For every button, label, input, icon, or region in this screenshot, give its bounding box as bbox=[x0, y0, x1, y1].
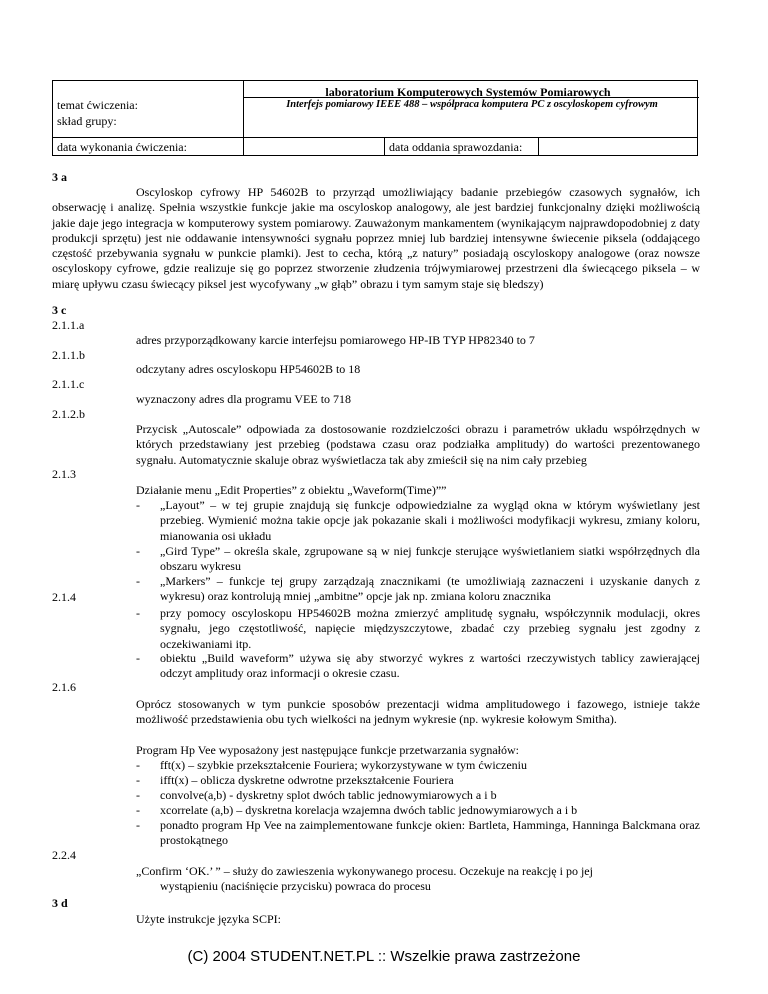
bullet-text: „Markers” – funkcje tej grupy zarządzają znacznikami (te umożliwiają zaznaczeni i uzyskanie danych z wykresu) oraz kontrolują mniej „ambitne” opcje jak np. zmiana koloru znacznika bbox=[160, 574, 700, 604]
item-num: 2.1.1.a bbox=[52, 318, 85, 332]
header-table bbox=[52, 80, 698, 156]
bullet-text: „Gird Type” – określa skale, zgrupowane są w niej funkcje sterujące wyświetlaniem siatki współrzędnych dla obszaru wykresu bbox=[160, 544, 700, 574]
item-num: 2.1.4 bbox=[52, 590, 76, 604]
item-num: 2.1.3 bbox=[52, 467, 76, 481]
bullet-dash: - bbox=[136, 803, 140, 817]
paragraph-3a: Oscyloskop cyfrowy HP 54602B to przyrząd umożliwiający badanie przebiegów czasowych sygnałów, ich obserwację i analizę. Spełnia wszystkie funkcje jakie ma oscyloskop analogowy, ale jest bardziej funkcjonalny dzięki możliwością jakie daje jego integracja w komputerowy system pomiarowy. Zauważonym mankamentem (wynikającym najprawdopodobniej z daty produkcji sprzętu) jest nie oddawanie intensywności sygnału poprzez mniej lub bardziej intensywne świecenie piksela (oddającego częstość przebywania sygnału w punkcie plamki). Jest to cecha, którą „z natury” posiadają oscyloskopy analogowe (oraz nowsze oscyloskopy cyfrowe, gdzie realizuje się go poprzez stworzenie złudzenia trójwymiarowej przestrzeni dla świecącego piksela – w miarę upływu czasu świecący piksel jest wycofywany „w głąb” obrazu i tym samym staje się bledszy) bbox=[52, 185, 700, 291]
item-num: 2.2.4 bbox=[52, 848, 76, 862]
bullet-text: obiektu „Build waveform” używa się aby stworzyć wykres z wartości rzeczywistych tablicy zawierającej odczyt amplitudy oraz informacji o okresie czasu. bbox=[160, 651, 700, 681]
item-num: 2.1.2.b bbox=[52, 407, 85, 421]
vee-intro: Program Hp Vee wyposażony jest następujące funkcje przetwarzania sygnałów: bbox=[136, 743, 519, 757]
label-group: skład grupy: bbox=[57, 114, 117, 128]
item-num: 2.1.1.c bbox=[52, 377, 85, 391]
bullet-dash: - bbox=[136, 606, 140, 620]
item-text: „Confirm ‘OK.’ ” – służy do zawieszenia wykonywanego procesu. Oczekuje na reakcję i po jej bbox=[136, 864, 593, 878]
bullet-text: ifft(x) – oblicza dyskretne odwrotne przekształcenie Fouriera bbox=[160, 773, 454, 787]
label-topic: temat ćwiczenia: bbox=[57, 98, 138, 112]
bullet-dash: - bbox=[136, 788, 140, 802]
item-text: wyznaczony adres dla programu VEE to 718 bbox=[136, 392, 352, 406]
bullet-text: „Layout” – w tej grupie znajdują się funkcje odpowiedzialne za wygląd okna w którym wyświetlany jest przebieg. Wymienić można takie opcje jak pokazanie skali i możliwości modyfikacji wykresu, zmiany koloru, mianowania osi układu bbox=[160, 498, 700, 543]
bullet-dash: - bbox=[136, 498, 140, 512]
label-date-done: data wykonania ćwiczenia: bbox=[57, 140, 187, 154]
copyright-footer: (C) 2004 STUDENT.NET.PL :: Wszelkie prawa zastrzeżone bbox=[187, 948, 581, 965]
heading-3a: 3 a bbox=[52, 170, 67, 184]
confirm-continuation: wystąpieniu (naciśnięcie przycisku) powraca do procesu bbox=[160, 879, 431, 893]
item-text: adres przyporządkowany karcie interfejsu pomiarowego HP-IB TYP HP82340 to 7 bbox=[136, 333, 535, 347]
bullet-dash: - bbox=[136, 818, 140, 832]
lab-title: laboratorium Komputerowych Systemów Pomiarowych bbox=[325, 85, 611, 99]
heading-3c: 3 c bbox=[52, 303, 67, 317]
bullet-text: convolve(a,b) - dyskretny splot dwóch tablic jednowymiarowych a i b bbox=[160, 788, 497, 802]
item-text: Działanie menu „Edit Properties” z obiektu „Waveform(Time)”” bbox=[136, 483, 447, 497]
bullet-text: przy pomocy oscyloskopu HP54602B można zmierzyć amplitudę sygnału, współczynnik modulacji, okres sygnału, jego częstotliwość, napięcie międzyszczytowe, zbadać czy przebieg sygnału jest zgodny z oczekiwaniami itp. bbox=[160, 606, 700, 651]
heading-3d: 3 d bbox=[52, 896, 68, 910]
label-date-report: data oddania sprawozdania: bbox=[389, 140, 523, 154]
bullet-dash: - bbox=[136, 758, 140, 772]
bullet-dash: - bbox=[136, 544, 140, 558]
item-text: Przycisk „Autoscale” odpowiada za dostosowanie rozdzielczości obrazu i parametrów układu współrzędnych w których przedstawiany jest przebieg (podstawa czasu oraz podziałka amplitudy) do wartości prezentowanego sygnału. Automatycznie skaluje obraz wyświetlacza tak aby zmieścił się na nim cały przebieg bbox=[136, 422, 700, 467]
bullet-dash: - bbox=[136, 574, 140, 588]
item-num: 2.1.1.b bbox=[52, 348, 85, 362]
item-text: odczytany adres oscyloskopu HP54602B to 18 bbox=[136, 362, 361, 376]
item-num: 2.1.6 bbox=[52, 680, 76, 694]
scpi-intro: Użyte instrukcje języka SCPI: bbox=[136, 912, 281, 926]
bullet-text: fft(x) – szybkie przekształcenie Fouriera; wykorzystywane w tym ćwiczeniu bbox=[160, 758, 527, 772]
bullet-text: xcorrelate (a,b) – dyskretna korelacja wzajemna dwóch tablic jednowymiarowych a i b bbox=[160, 803, 578, 817]
item-text: Oprócz stosowanych w tym punkcie sposobów prezentacji widma amplitudowego i fazowego, istnieje także możliwość przedstawienia obu tych wielkości na jednym wykresie (np. wykresie kołowym Smitha). bbox=[136, 697, 700, 727]
bullet-dash: - bbox=[136, 651, 140, 665]
bullet-text: ponadto program Hp Vee na zaimplementowane funkcje okien: Bartleta, Hamminga, Hanninga Balckmana oraz prostokątnego bbox=[160, 818, 700, 848]
bullet-dash: - bbox=[136, 773, 140, 787]
exercise-subject: Interfejs pomiarowy IEEE 488 – współpraca komputera PC z oscyloskopem cyfrowym bbox=[286, 99, 658, 110]
